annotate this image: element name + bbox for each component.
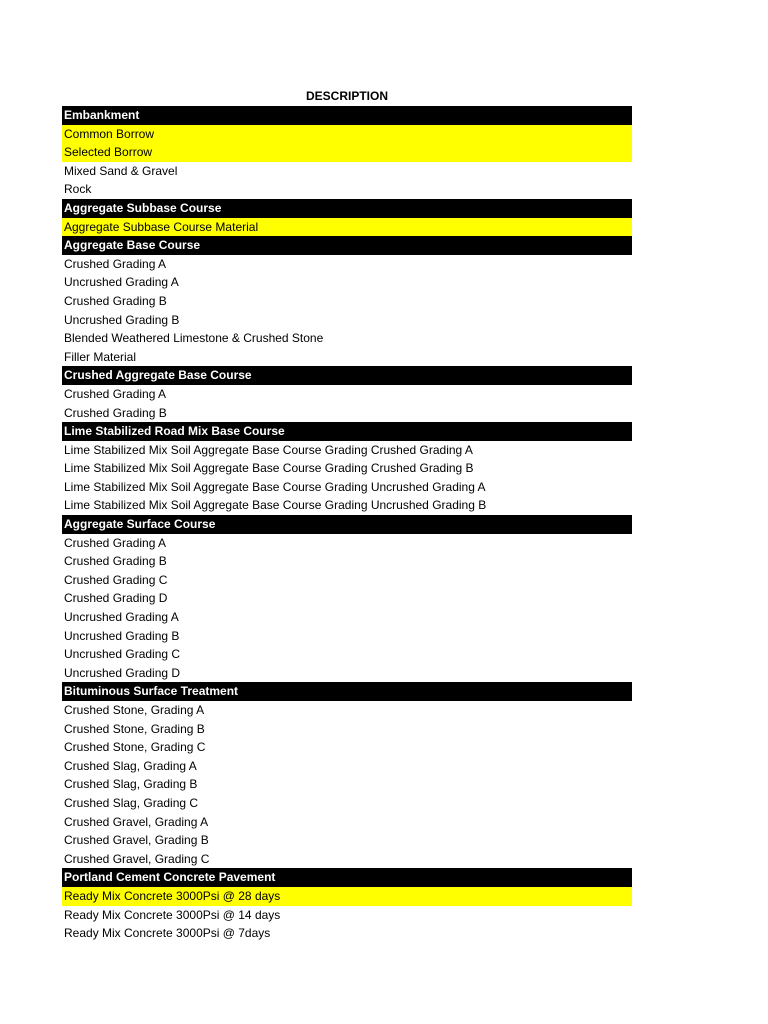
description-table (62, 86, 632, 943)
table-row[interactable]: Crushed Grading C (62, 571, 632, 590)
table-row[interactable]: Uncrushed Grading D (62, 664, 632, 683)
section-header-row[interactable]: Aggregate Surface Course (62, 515, 632, 534)
table-row[interactable]: Ready Mix Concrete 3000Psi @ 28 days (62, 887, 632, 906)
table-row[interactable]: Crushed Stone, Grading B (62, 720, 632, 739)
table-row[interactable]: Rock (62, 180, 632, 199)
table-row[interactable]: Lime Stabilized Mix Soil Aggregate Base Course Grading Crushed Grading A (62, 441, 632, 460)
section-header-row[interactable]: Portland Cement Concrete Pavement (62, 868, 632, 887)
column-header-description[interactable]: DESCRIPTION (305, 89, 388, 103)
table-row[interactable]: Crushed Grading D (62, 589, 632, 608)
table-row[interactable]: Crushed Grading A (62, 385, 632, 404)
table-row[interactable]: Ready Mix Concrete 3000Psi @ 14 days (62, 906, 632, 925)
section-header-row[interactable]: Embankment (62, 106, 632, 125)
section-header-row[interactable]: Lime Stabilized Road Mix Base Course (62, 422, 632, 441)
table-row[interactable]: Crushed Slag, Grading B (62, 775, 632, 794)
table-row[interactable]: Uncrushed Grading B (62, 627, 632, 646)
table-row[interactable]: Crushed Gravel, Grading A (62, 813, 632, 832)
table-row[interactable]: Lime Stabilized Mix Soil Aggregate Base Course Grading Crushed Grading B (62, 459, 632, 478)
table-row[interactable]: Aggregate Subbase Course Material (62, 218, 632, 237)
table-row[interactable]: Common Borrow (62, 125, 632, 144)
table-row[interactable]: Mixed Sand & Gravel (62, 162, 632, 181)
table-row[interactable]: Crushed Grading B (62, 404, 632, 423)
table-row[interactable]: Crushed Grading B (62, 292, 632, 311)
section-header-row[interactable]: Crushed Aggregate Base Course (62, 366, 632, 385)
table-row[interactable]: Uncrushed Grading B (62, 311, 632, 330)
table-row[interactable]: Crushed Grading A (62, 255, 632, 274)
table-row[interactable]: Crushed Slag, Grading A (62, 757, 632, 776)
table-row[interactable]: Crushed Stone, Grading C (62, 738, 632, 757)
section-header-row[interactable]: Bituminous Surface Treatment (62, 682, 632, 701)
table-row[interactable]: Crushed Gravel, Grading C (62, 850, 632, 869)
section-header-row[interactable]: Aggregate Base Course (62, 236, 632, 255)
table-row[interactable]: Crushed Gravel, Grading B (62, 831, 632, 850)
table-row[interactable]: Crushed Grading B (62, 552, 632, 571)
table-row[interactable]: Uncrushed Grading A (62, 273, 632, 292)
table-row[interactable]: Crushed Slag, Grading C (62, 794, 632, 813)
table-row[interactable]: Crushed Grading A (62, 534, 632, 553)
table-row[interactable]: Filler Material (62, 348, 632, 367)
table-row[interactable]: Lime Stabilized Mix Soil Aggregate Base Course Grading Uncrushed Grading B (62, 496, 632, 515)
table-row[interactable]: Uncrushed Grading A (62, 608, 632, 627)
table-row[interactable]: Lime Stabilized Mix Soil Aggregate Base Course Grading Uncrushed Grading A (62, 478, 632, 497)
table-row[interactable]: Selected Borrow (62, 143, 632, 162)
table-body (62, 106, 632, 943)
table-row[interactable]: Uncrushed Grading C (62, 645, 632, 664)
table-row[interactable]: Crushed Stone, Grading A (62, 701, 632, 720)
section-header-row[interactable]: Aggregate Subbase Course (62, 199, 632, 218)
table-row[interactable]: Ready Mix Concrete 3000Psi @ 7days (62, 924, 632, 943)
table-row[interactable]: Blended Weathered Limestone & Crushed Stone (62, 329, 632, 348)
